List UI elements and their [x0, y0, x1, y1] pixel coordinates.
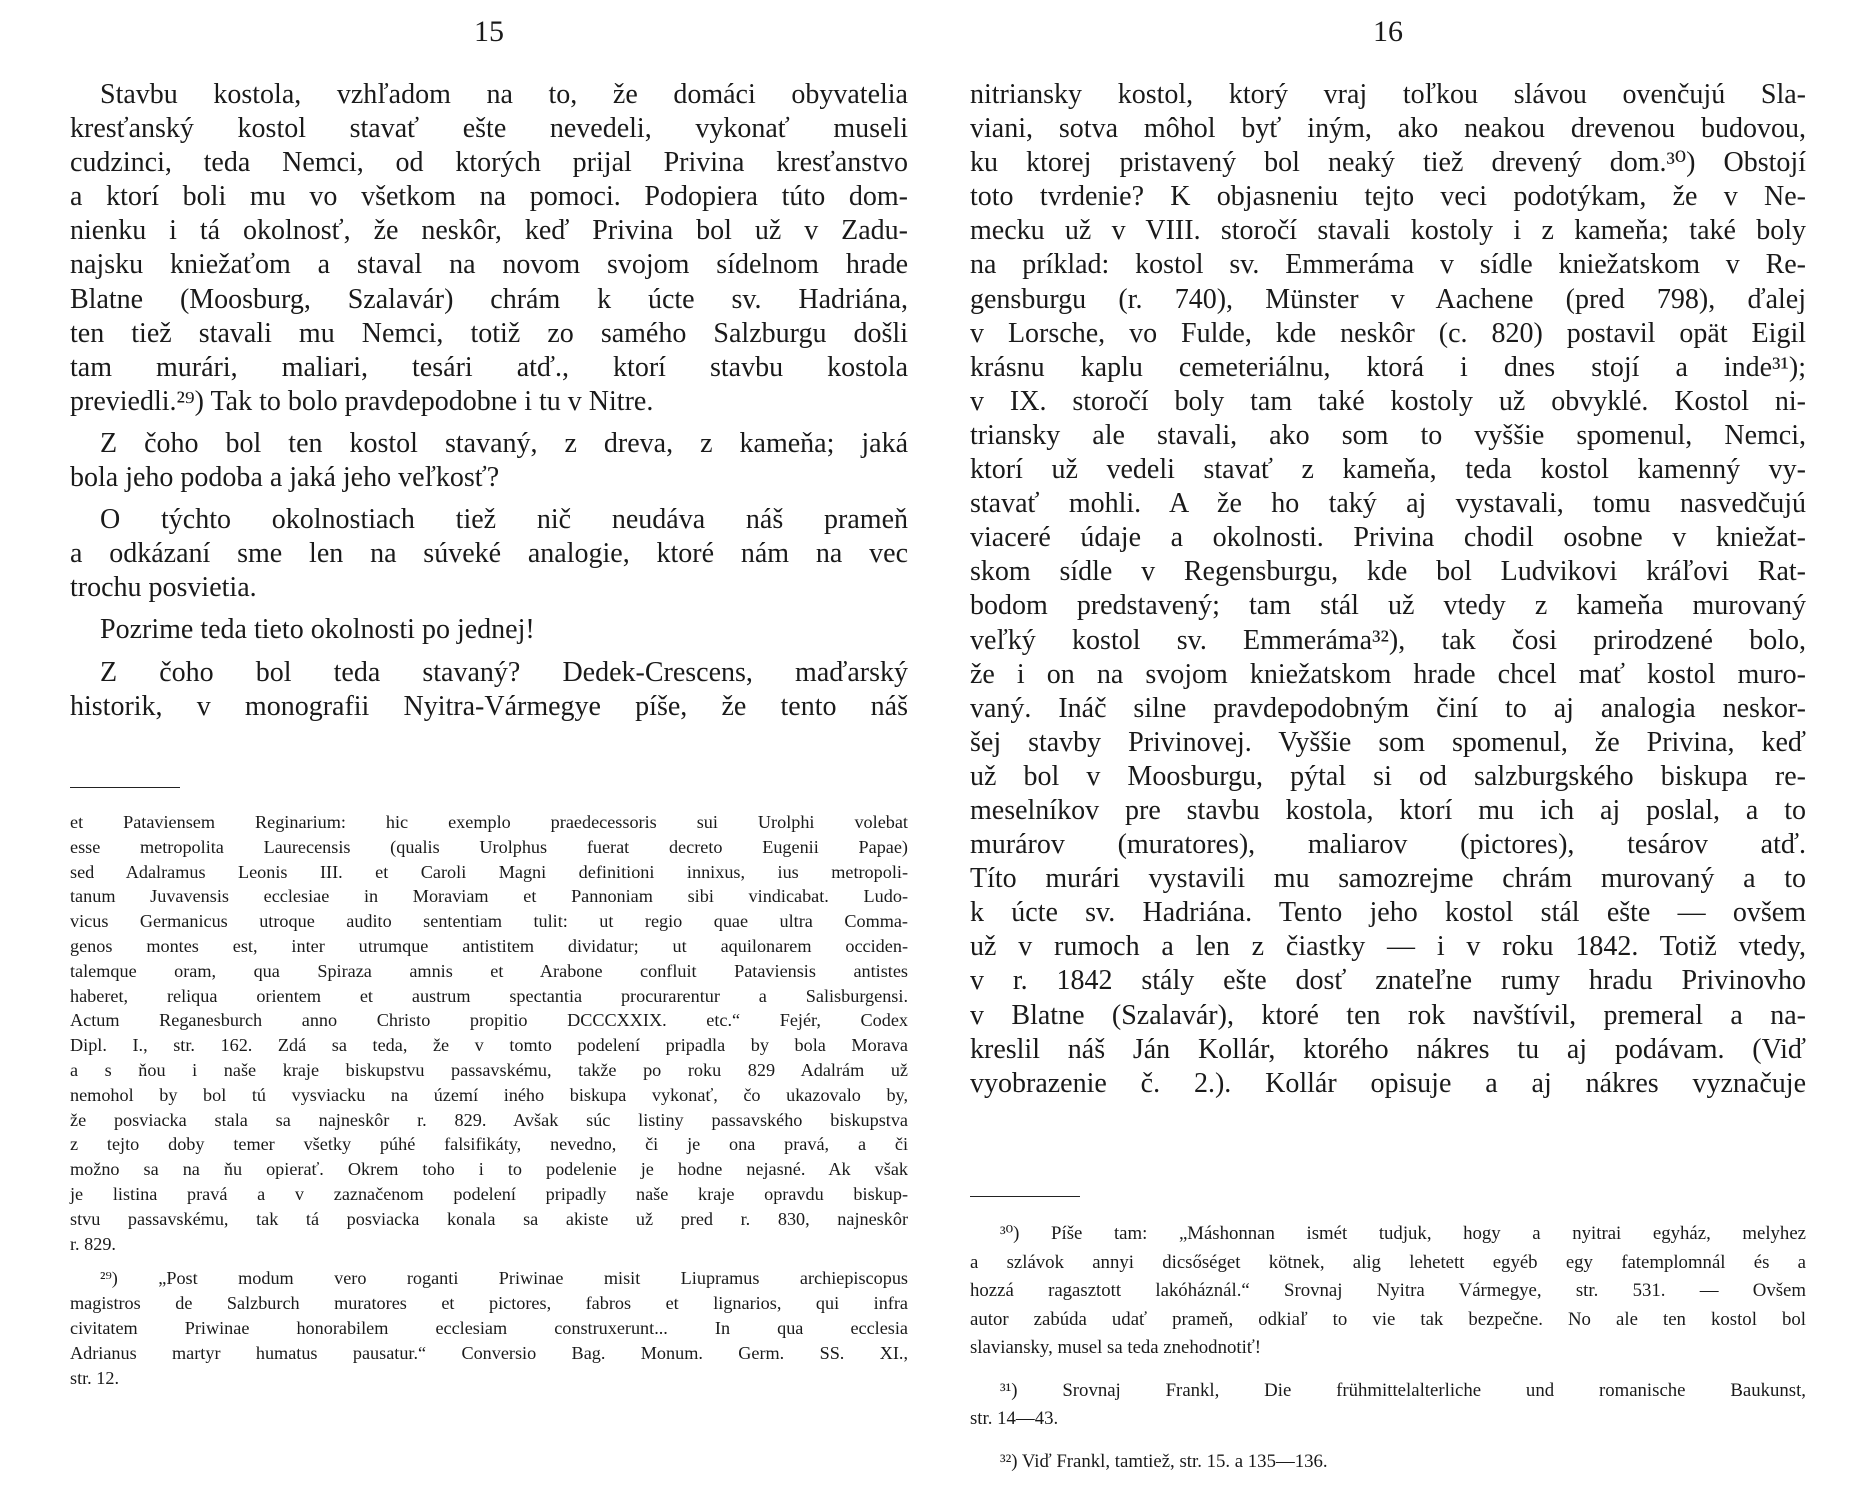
text-line: cudzinci, teda Nemci, od ktorých prijal Privina kresťanstvo — [70, 147, 908, 179]
text-line: murárov (muratores), maliarov (pictores), tesárov atď. — [970, 829, 1806, 861]
footnote-line: sed Adalramus Leonis III. et Caroli Magni definitioni innixus, ius metropoli- — [70, 861, 908, 882]
footnote-line: hozzá ragasztott lakóháznál.“ Srovnaj Nyitra Vármegye, str. 531. — Ovšem — [970, 1280, 1806, 1301]
text-line: stavať mohli. A že ho taký aj vystavali, tomu nasvedčujú — [970, 488, 1806, 520]
text-line: Pozrime teda tieto okolnosti po jednej! — [100, 614, 535, 646]
text-line: vyobrazenie č. 2.). Kollár opisuje a aj nákres vyznačuje — [970, 1067, 1806, 1099]
text-line: ku ktorej pristavený bol neaký tiež drevený dom.³⁰) Obstojí — [970, 147, 1806, 179]
footnote-line: Dipl. I., str. 162. Zdá sa teda, že v tomto podelení pripadla by bola Morava — [70, 1035, 908, 1056]
footnote-line: str. 14—43. — [970, 1408, 1059, 1429]
footnote-line: r. 829. — [70, 1233, 116, 1254]
text-line: k úcte sv. Hadriána. Tento jeho kostol stál ešte — ovšem — [970, 897, 1806, 929]
text-line: kreslil náš Ján Kollár, ktorého nákres tu aj podávam. (Viď — [970, 1033, 1806, 1065]
text-line: bola jeho podoba a jaká jeho veľkosť? — [70, 462, 500, 494]
footnote-line: esse metropolita Laurecensis (qualis Urolphus fuerat decreto Eugenii Papae) — [70, 836, 908, 857]
footnote-line: civitatem Priwinae honorabilem ecclesiam construxerunt... In qua ecclesia — [70, 1317, 908, 1338]
footnote-line: autor zabúda udať prameň, odkiaľ to vie tak bezpečne. No ale ten kostol bol — [970, 1308, 1806, 1330]
text-line: viaceré údaje a okolnosti. Privina chodil osobne v kniežat- — [970, 522, 1806, 554]
paragraph-gap — [70, 419, 908, 427]
text-line: trochu posvietia. — [70, 572, 257, 604]
footnote-line: ³⁰) Píše tam: „Máshonnan ismét tudjuk, hogy a nyitrai egyház, melyhez — [1000, 1223, 1806, 1244]
footnote-line: magistros de Salzburch muratores et pictores, fabros et lignarios, qui infra — [70, 1293, 908, 1314]
text-line: krásnu kaplu cemeteriálnu, ktorá i dnes stojí a inde³¹); — [970, 351, 1806, 383]
text-line: v r. 1842 stály ešte dosť znateľne rumy hradu Privinovho — [970, 965, 1806, 997]
left-page — [70, 0, 908, 1501]
footnote-divider — [970, 1196, 1080, 1197]
text-line: že i on na svojom kniežatskom hrade chcel mať kostol muro- — [970, 658, 1806, 690]
footnote-line: ³¹) Srovnaj Frankl, Die frühmittelalterliche und romanische Baukunst, — [1000, 1379, 1806, 1401]
body-text — [970, 78, 1806, 1101]
paragraph-gap — [70, 1256, 908, 1266]
text-line: kresťanský kostol stavať ešte nevedeli, vykonať museli — [70, 113, 908, 145]
footnote-line: je listina pravá a v zaznačenom podelení pripadly naše kraje opravdu biskup- — [70, 1183, 908, 1204]
text-line: skom sídle v Regensburgu, kde bol Ludvikovi kráľovi Rat- — [970, 556, 1806, 588]
right-page — [970, 0, 1806, 1501]
text-line: Z čoho bol teda stavaný? Dedek-Crescens, maďarský — [100, 656, 908, 688]
text-line: vaný. Ináč silne pravdepodobným činí to aj analogia neskor- — [970, 692, 1806, 724]
footnote-line: nemohol by bol tú vysviacku na území iného biskupa vykonať, čo ukazovalo by, — [70, 1084, 908, 1105]
footnote-line: a s ňou i naše kraje biskupstvu passavskému, takže po roku 829 Adalrám už — [70, 1059, 908, 1080]
body-text — [70, 78, 908, 724]
page-number: 16 — [1373, 15, 1403, 48]
footnote-line: a szlávok annyi dicsőséget kötnek, alig lehetett egyéb egy fatemplomnál és a — [970, 1251, 1806, 1273]
text-line: ktorí už vedeli stavať z kameňa, teda kostol kamenný vy- — [970, 454, 1806, 486]
footnote-line: haberet, reliqua orientem et austrum spectantia procurarentur a Salisburgensi. — [70, 985, 908, 1006]
footnote-line: ²⁹) „Post modum vero roganti Priwinae misit Liupramus archiepiscopus — [100, 1268, 908, 1289]
footnote-divider — [70, 787, 180, 788]
text-line: a odkázaní sme len na súveké analogie, ktoré nám na vec — [70, 538, 908, 570]
footnote-line: slaviansky, musel sa teda znehodnotiť! — [970, 1337, 1262, 1358]
text-line: a ktorí boli mu vo všetkom na pomoci. Podopiera túto dom- — [70, 181, 908, 213]
paragraph-gap — [70, 605, 908, 613]
text-line: O týchto okolnostiach tiež nič neudáva náš prameň — [100, 504, 908, 536]
footnote-line: Adrianus martyr humatus pausatur.“ Conversio Bag. Monum. Germ. SS. XI., — [70, 1342, 908, 1363]
footnote-line: talemque oram, qua Spiraza amnis et Arabone confluit Pataviensis antistes — [70, 960, 908, 981]
text-line: mecku už v VIII. storočí stavali kostoly i z kameňa; také boly — [970, 215, 1806, 247]
text-line: v Lorsche, vo Fulde, kde neskôr (c. 820) postavil opät Eigil — [970, 317, 1806, 349]
text-line: už v rumoch a len z čiastky — i v roku 1842. Totiž vtedy, — [970, 931, 1806, 963]
text-line: viani, sotva môhol byť iným, ako neakou drevenou budovou, — [970, 113, 1806, 145]
text-line: bodom predstavený; tam stál už vtedy z kameňa murovaný — [970, 590, 1806, 622]
text-line: najsku kniežaťom a staval na novom svojom sídelnom hrade — [70, 249, 908, 281]
footnote-line: z tejto doby temer všetky púhé falsifikáty, nevedno, či je ona pravá, a či — [70, 1134, 908, 1155]
footnote-line: možno sa na ňu opierať. Okrem toho i to podelenie je hodne nejasné. Ak však — [70, 1159, 908, 1180]
text-line: veľký kostol sv. Emmeráma³²), tak čosi prirodzené bolo, — [970, 624, 1806, 656]
text-line: Z čoho bol ten kostol stavaný, z dreva, z kameňa; jaká — [100, 427, 908, 459]
footnote-line: et Pataviensem Reginarium: hic exemplo praedecessoris sui Urolphi volebat — [70, 812, 908, 832]
paragraph-gap — [970, 1434, 1806, 1448]
text-line: meselníkov pre stavbu kostola, ktorí mu ich aj poslal, a to — [970, 794, 1806, 826]
footnote-line: že posviacka stala sa najneskôr r. 829. Avšak súc listiny passavského biskupstva — [70, 1109, 908, 1130]
paragraph-gap — [970, 1363, 1806, 1377]
text-line: už bol v Moosburgu, pýtal si od salzburgského biskupa re- — [970, 760, 1806, 792]
footnotes — [970, 1220, 1806, 1476]
footnote-line: genos montes est, inter utrumque antistitem dividatur; ut aquilonarem occiden- — [70, 935, 908, 956]
text-line: toto tvrdenie? K objasneniu tejto veci podotýkam, že v Ne- — [970, 181, 1806, 213]
text-line: ten tiež stavali mu Nemci, totiž zo samého Salzburgu došli — [70, 317, 908, 349]
text-line: Stavbu kostola, vzhľadom na to, že domáci obyvatelia — [100, 79, 908, 110]
text-line: šej stavby Privinovej. Vyššie som spomenul, že Privina, keď — [970, 726, 1806, 758]
text-line: na príklad: kostol sv. Emmeráma v sídle kniežatskom v Re- — [970, 249, 1806, 281]
text-line: nienku i tá okolnosť, že neskôr, keď Privina bol už v Zadu- — [70, 215, 908, 247]
text-line: triansky ale stavali, ako som to vyššie spomenul, Nemci, — [970, 419, 1806, 451]
text-line: tam murári, maliari, tesári atď., ktorí stavbu kostola — [70, 351, 908, 383]
footnote-line: Actum Reganesburch anno Christo propitio DCCCXXIX. etc.“ Fejér, Codex — [70, 1010, 908, 1031]
footnote-line: str. 12. — [70, 1367, 120, 1388]
footnote-line: tanum Juvavensis ecclesiae in Moraviam et Pannoniam sibi vindicabat. Ludo- — [70, 886, 908, 907]
paragraph-gap — [70, 648, 908, 656]
text-line: v Blatne (Szalavár), ktoré ten rok navštívil, premeral a na- — [970, 999, 1806, 1031]
paragraph-gap — [70, 495, 908, 503]
text-line: historik, v monografii Nyitra-Vármegye píše, že tento náš — [70, 690, 908, 722]
page-number: 15 — [474, 15, 504, 48]
text-line: gensburgu (r. 740), Münster v Aachene (pred 798), ďalej — [970, 283, 1806, 315]
text-line: Blatne (Moosburg, Szalavár) chrám k úcte sv. Hadriána, — [70, 283, 908, 315]
footnote-line: stvu passavskému, tak tá posviacka konala sa akiste už pred r. 830, najneskôr — [70, 1208, 908, 1229]
text-line: previedli.²⁹) Tak to bolo pravdepodobne i tu v Nitre. — [70, 385, 654, 417]
footnotes — [70, 810, 908, 1390]
text-line: v IX. storočí boly tam také kostoly už obvyklé. Kostol ni- — [970, 385, 1806, 417]
text-line: Títo murári vystavili mu samozrejme chrám murovaný a to — [970, 863, 1806, 895]
text-line: nitriansky kostol, ktorý vraj toľkou slávou ovenčujú Sla- — [970, 79, 1806, 110]
footnote-line: ³²) Viď Frankl, tamtiež, str. 15. a 135—136. — [1000, 1450, 1328, 1472]
footnote-line: vicus Germanicus utroque audito sententiam tulit: ut regio quae ultra Comma- — [70, 911, 908, 932]
